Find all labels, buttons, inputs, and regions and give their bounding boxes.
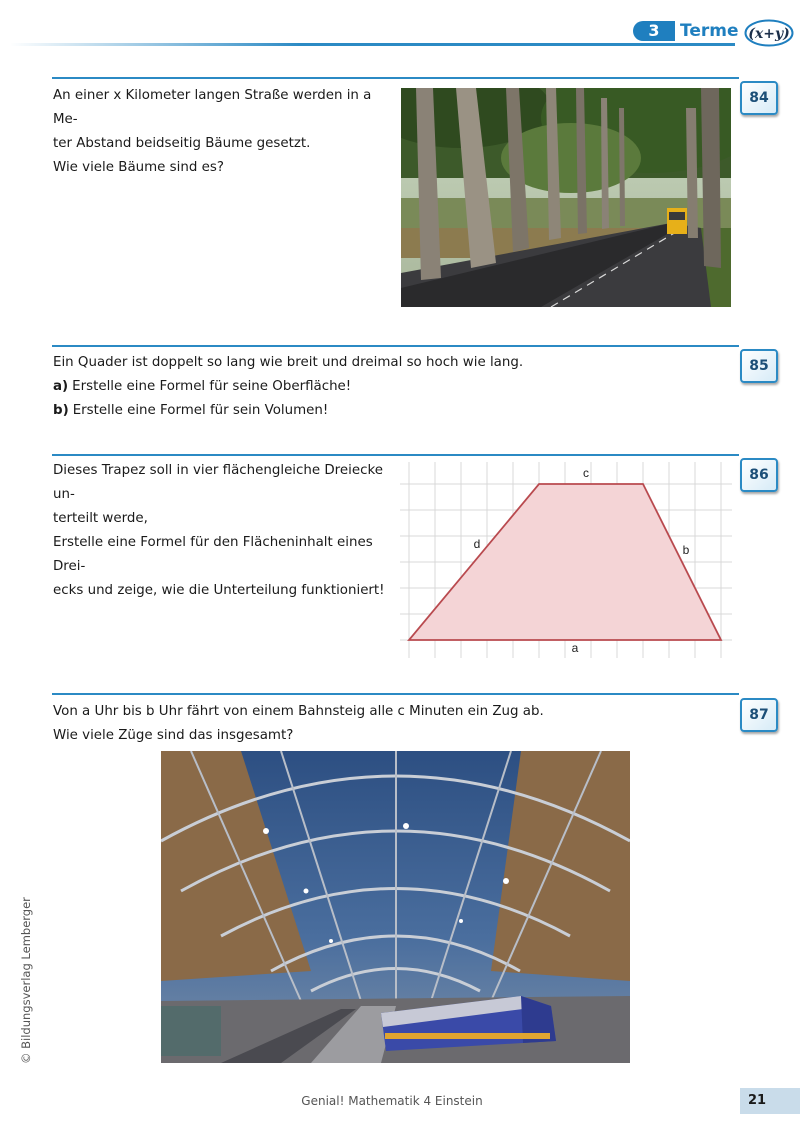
- chapter-number-badge: 3: [633, 21, 675, 41]
- task-number-86: 86: [740, 458, 778, 492]
- side-label-c: c: [583, 466, 589, 480]
- chapter-title: Terme: [680, 21, 739, 41]
- task-87-line-2: Wie viele Züge sind das insgesamt?: [53, 728, 294, 743]
- task-84-text: [53, 84, 393, 180]
- task-86-line-1: Dieses Trapez soll in vier flächengleiche Dreiecke un-: [53, 463, 383, 502]
- task-84-line-3: Wie viele Bäume sind es?: [53, 160, 224, 175]
- book-title: Genial! Mathematik 4 Einstein: [301, 1094, 483, 1108]
- task-87-rule: [52, 693, 739, 695]
- task-86-line-2: terteilt werde,: [53, 511, 148, 526]
- side-label-b: b: [682, 543, 690, 557]
- logo-text: (x+y): [748, 26, 790, 42]
- task-87-text: [53, 700, 723, 748]
- task-86-rule: [52, 454, 739, 456]
- task-85-item-b: [53, 399, 723, 423]
- task-84-line-1: An einer x Kilometer langen Straße werden in a Me-: [53, 88, 372, 127]
- tree-lined-road-photo: [401, 88, 731, 307]
- task-84-rule: [52, 77, 739, 79]
- task-85-item-a-text: Erstelle eine Formel für seine Oberfläche!: [72, 379, 352, 394]
- task-86-text: [53, 459, 393, 603]
- task-87-line-1: Von a Uhr bis b Uhr fährt von einem Bahnsteig alle c Minuten ein Zug ab.: [53, 704, 544, 719]
- task-85-text: [53, 351, 723, 423]
- task-86-line-3: Erstelle eine Formel für den Flächeninhalt eines Drei-: [53, 535, 373, 574]
- task-number-84: 84: [740, 81, 778, 115]
- trapezoid-diagram: [400, 462, 732, 662]
- task-85-rule: [52, 345, 739, 347]
- side-label-a: a: [571, 641, 579, 655]
- side-label-d: d: [473, 537, 481, 551]
- task-85-item-a: [53, 375, 723, 399]
- task-number-85: 85: [740, 349, 778, 383]
- page-number: 21: [740, 1088, 800, 1114]
- task-84-line-2: ter Abstand beidseitig Bäume gesetzt.: [53, 136, 311, 151]
- task-number-87: 87: [740, 698, 778, 732]
- copyright-note: © Bildungsverlag Lemberger: [19, 897, 33, 1064]
- task-85-item-b-label: b): [53, 403, 69, 418]
- formula-logo-icon: [744, 19, 794, 47]
- task-85-intro: Ein Quader ist doppelt so lang wie breit und dreimal so hoch wie lang.: [53, 355, 524, 370]
- header-rule: [10, 43, 735, 46]
- task-86-line-4: ecks und zeige, wie die Unterteilung funktioniert!: [53, 583, 385, 598]
- task-85-item-b-text: Erstelle eine Formel für sein Volumen!: [72, 403, 329, 418]
- train-station-hall-photo: [161, 751, 630, 1063]
- task-85-item-a-label: a): [53, 379, 69, 394]
